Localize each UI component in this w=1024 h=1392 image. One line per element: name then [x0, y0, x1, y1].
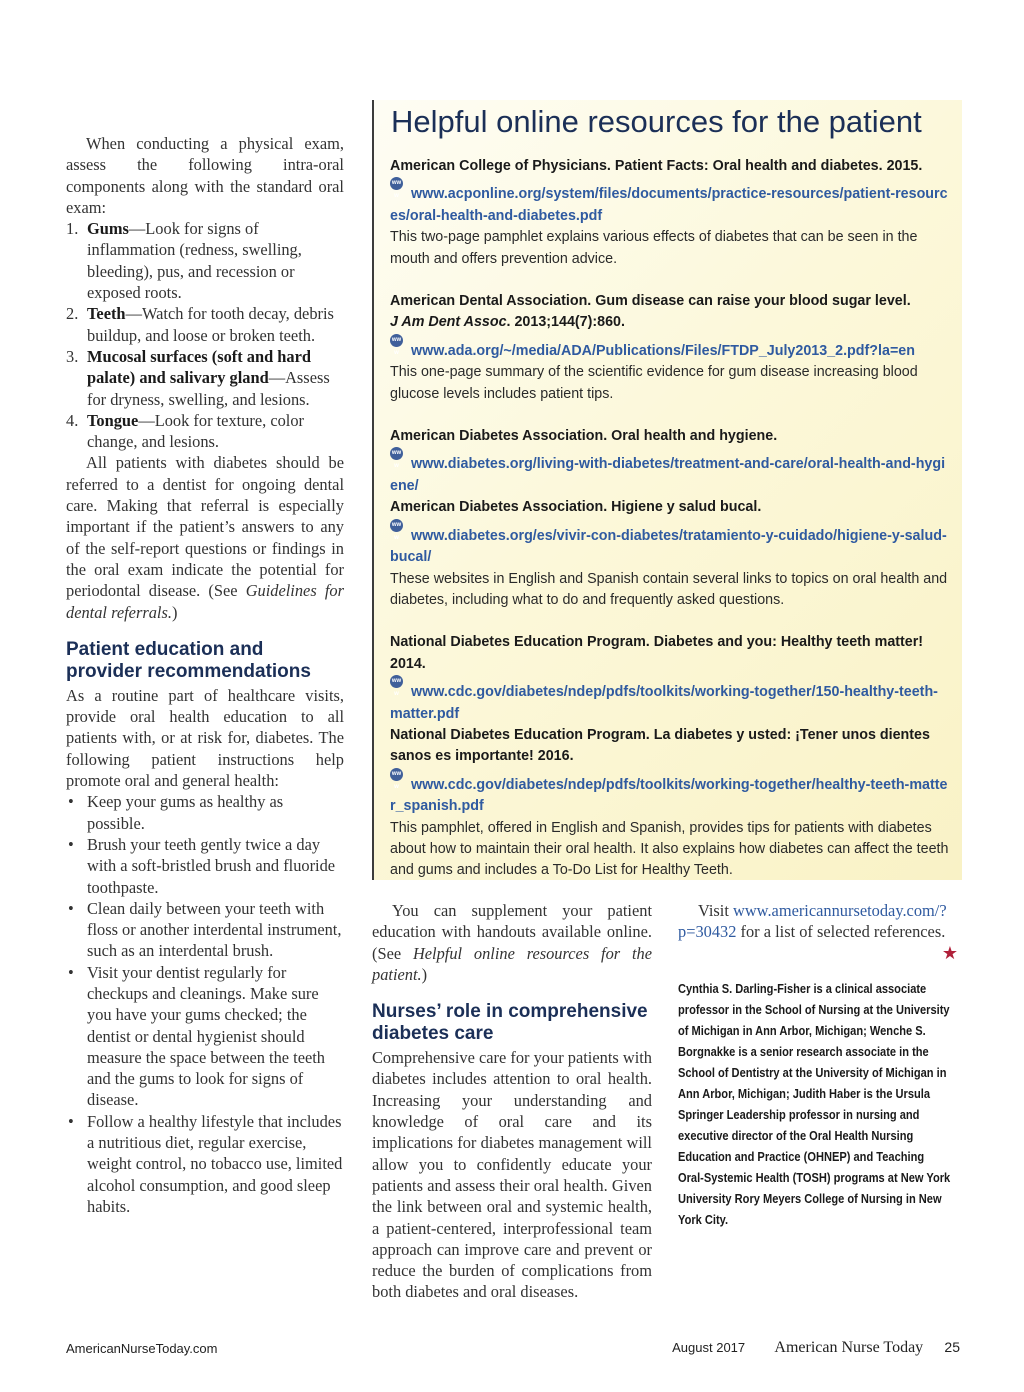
footer-site: AmericanNurseToday.com: [66, 1341, 218, 1356]
section-heading-nurses-role: Nurses’ role in comprehensive diabetes care: [372, 1001, 648, 1045]
resource-title: American Diabetes Association. Oral health and hygiene.: [390, 428, 778, 445]
resource-title: American Dental Association. Gum disease can raise your blood sugar level.: [390, 293, 911, 310]
patient-instructions-list: [66, 791, 344, 1217]
resource-description: These websites in English and Spanish contain several links to topics on oral health and diabetes, including what to do and frequently asked questions.: [390, 570, 948, 608]
list-item: • Follow a healthy lifestyle that includes a nutritious diet, regular exercise, weight control, no tobacco use, limited alcohol consumption, and good sleep habits.: [66, 1111, 344, 1217]
resource-entry: [390, 156, 950, 270]
references-link[interactable]: www.americannursetoday.com/?p=30432: [678, 901, 947, 942]
resource-link[interactable]: www www.diabetes.org/living-with-diabetes/treatment-and-care/oral-health-and-hygiene/: [390, 447, 950, 497]
nurses-role-body: Comprehensive care for your patients with diabetes includes attention to oral health. Increasing your understanding and knowledge of oral care and its implications for diabetes management will allow you to confidently educate your patients and assess their oral health. Given the link between oral and systemic health, a patient-centered, interprofessional team approach can improve care and prevent or reduce the burden of complications from both diabetes and oral diseases.: [372, 1048, 652, 1302]
list-item: • Keep your gums as healthy as possible.: [66, 791, 344, 834]
list-item: • Brush your teeth gently twice a day with a soft-bristled brush and fluoride toothpaste.: [66, 834, 344, 898]
resources-list: [390, 156, 950, 903]
magazine-name: American Nurse Today: [774, 1339, 924, 1356]
referral-paragraph: All patients with diabetes should be referred to a dentist for ongoing dental care. Making that referral is especially important if the patient’s answers to any of the self-report questions or findings in the oral exam indicate the potential for periodontal disease. (See Guidelines for dental referrals.): [66, 453, 344, 622]
footer-info: [672, 1339, 960, 1357]
resource-description: This one-page summary of the scientific evidence for gum disease increasing blood glucose levels includes patient tips.: [390, 364, 918, 402]
resources-crossref: Helpful online resources for the patient.: [372, 943, 652, 984]
resources-sidebar: [372, 100, 962, 880]
exam-intro: When conducting a physical exam, assess the following intra-oral components along with the standard oral exam:: [66, 134, 344, 217]
referral-crossref: Guidelines for dental referrals.: [66, 581, 344, 622]
resource-group: [390, 426, 950, 611]
resource-link[interactable]: www www.cdc.gov/diabetes/ndep/pdfs/toolkits/working-together/150-healthy-teeth-matter.pdf: [390, 675, 950, 725]
resource-description: This two-page pamphlet explains various effects of diabetes that can be seen in the mouth and offers prevention advice.: [390, 229, 918, 267]
resource-title: American College of Physicians. Patient Facts: Oral health and diabetes. 2015.: [390, 158, 923, 174]
issue-date: August 2017: [672, 1340, 746, 1355]
end-star-icon: ★: [941, 942, 958, 963]
supplement-paragraph: You can supplement your patient education with handouts available online. (See Helpful online resources for the patient.): [372, 901, 652, 984]
resource-entry: [390, 291, 950, 405]
resources-title: Helpful online resources for the patient: [391, 104, 922, 139]
list-item: • Clean daily between your teeth with floss or another interdental instrument, such as an interdental brush.: [66, 898, 344, 962]
resource-title: National Diabetes Education Program. La diabetes y usted: ¡Tener unos dientes sanos es importante! 2016.: [390, 726, 930, 765]
web-icon: www: [390, 177, 403, 190]
list-item: 2. Teeth—Watch for tooth decay, debris buildup, and loose or broken teeth.: [66, 304, 334, 345]
section-heading-patient-education: Patient education and provider recommendations: [66, 638, 311, 682]
resource-citation: J Am Dent Assoc. 2013;144(7):860.: [390, 314, 625, 331]
web-icon: www: [390, 447, 403, 460]
left-column: [66, 133, 344, 1217]
author-bio: Cynthia S. Darling-Fisher is a clinical associate professor in the School of Nursing at the University of Michigan in Ann Arbor, Michigan; Wenche S. Borgnakke is a senior research associate in the School of Dentistry at the University of Michigan in Ann Arbor, Michigan; Judith Haber is the Ursula Springer Leadership professor in nursing and executive director of the Oral Health Nursing Education and Practice (OHNEP) and Teaching Oral-Systemic Health (TOSH) programs at New York University Rory Meyers College of Nursing in New York City.: [678, 981, 951, 1227]
list-item: 1. Gums—Look for signs of inflammation (redness, swelling, bleeding), pus, and recession or exposed roots.: [66, 219, 302, 303]
resource-description: This pamphlet, offered in English and Spanish, provides tips for patients with diabetes about how to maintain their oral health. It also explains how diabetes can affect the teeth and gums and includes a To-Do List for Healthy Teeth.: [390, 819, 949, 879]
resource-link[interactable]: www www.ada.org/~/media/ADA/Publications/Files/FTDP_July2013_2.pdf?la=en: [390, 334, 950, 362]
list-item: 3. Mucosal surfaces (soft and hard palate) and salivary gland—Assess for dryness, swelling, and lesions.: [66, 346, 330, 409]
list-item: 4. Tongue—Look for texture, color change, and lesions.: [66, 410, 305, 452]
references-note: Visit www.americannursetoday.com/?p=30432 for a list of selected references. ★: [678, 901, 958, 963]
web-icon: www: [390, 675, 403, 688]
list-item: • Visit your dentist regularly for checkups and cleanings. Make sure you have your gums checked; the dentist or dental hygienist should measure the space between the teeth and the gums to look for signs of disease.: [66, 962, 344, 1111]
web-icon: www: [390, 334, 403, 347]
middle-column: [372, 900, 652, 1303]
resource-title: National Diabetes Education Program. Diabetes and you: Healthy teeth matter! 2014.: [390, 634, 924, 672]
resource-title: American Diabetes Association. Higiene y salud bucal.: [390, 499, 762, 516]
right-column: [678, 900, 958, 1231]
page-number: 25: [944, 1339, 960, 1355]
resource-link[interactable]: www www.diabetes.org/es/vivir-con-diabetes/tratamiento-y-cuidado/higiene-y-salud-bucal/: [390, 519, 950, 569]
resource-link[interactable]: www www.cdc.gov/diabetes/ndep/pdfs/toolkits/working-together/healthy-teeth-matter_spanish.pdf: [390, 768, 950, 818]
web-icon: www: [390, 768, 403, 781]
resource-link[interactable]: www www.acponline.org/system/files/documents/practice-resources/patient-resources/oral-health-and-diabetes.pdf: [390, 177, 950, 227]
education-intro: As a routine part of healthcare visits, provide oral health education to all patients with, or at risk for, diabetes. The following patient instructions help promote oral and general health:: [66, 685, 344, 791]
resource-group: [390, 632, 950, 881]
web-icon: www: [390, 519, 403, 532]
exam-list: [66, 218, 344, 452]
